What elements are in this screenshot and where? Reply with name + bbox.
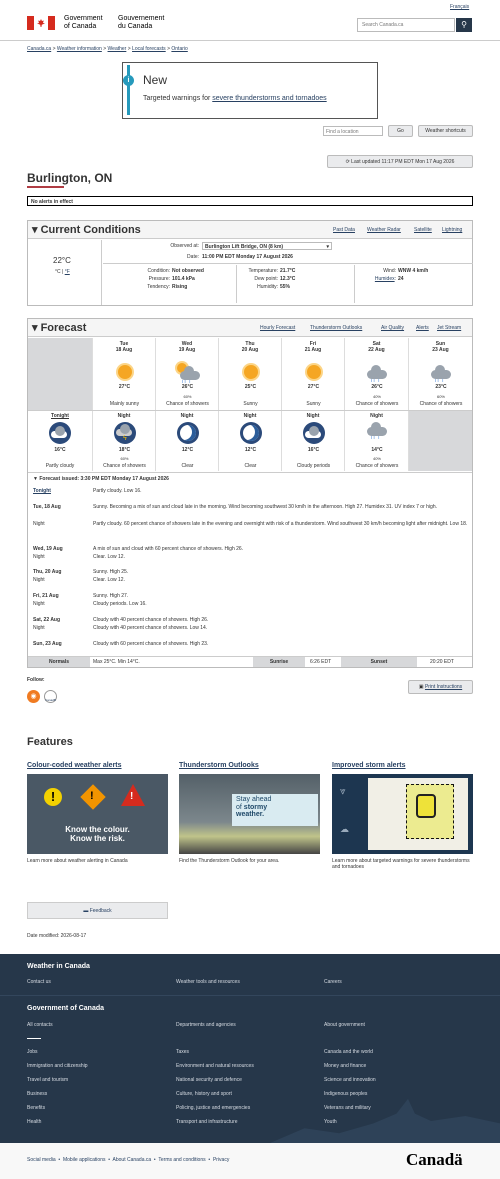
feature-link[interactable]: Thunderstorm Outlooks	[179, 762, 259, 769]
condition-values: Not observed 101.4 kPa Rising	[172, 268, 204, 290]
footer-link[interactable]: Environment and natural resources	[176, 1063, 254, 1069]
alerts-link[interactable]: Alerts	[416, 325, 429, 331]
info-icon: i	[123, 75, 134, 86]
notice-title: New	[143, 73, 168, 87]
forecast-day-card: Sun 23 Aug ıı ı 23°C 60% Chance of showers	[408, 338, 472, 410]
caneb-icon[interactable]: CanadB	[44, 690, 57, 703]
alerts-box: No alerts in effect	[27, 196, 473, 206]
past-data-link[interactable]: Past Data	[333, 227, 355, 233]
footer-link[interactable]: Culture, history and sport	[176, 1091, 232, 1097]
fahrenheit-link[interactable]: °F	[64, 269, 70, 275]
footer-link[interactable]: Health	[27, 1119, 42, 1125]
date-value: 11:00 PM EDT Monday 17 August 2026	[202, 254, 293, 260]
feature-link[interactable]: Colour-coded weather alerts	[27, 762, 122, 769]
features-heading: Features	[27, 736, 73, 748]
footer-link[interactable]: Contact us	[27, 979, 51, 985]
weather-shortcuts-button[interactable]: Weather shortcuts	[418, 125, 473, 137]
last-updated-button[interactable]: ⟳ Last updated 11:17 PM EDT Mon 17 Aug 2026	[327, 155, 473, 168]
forecast-day-card: Tue 18 Aug 27°C Mainly sunny	[92, 338, 155, 410]
footer-bottom-links: Social media • Mobile applications • About Canada.ca • Terms and conditions • Privacy	[27, 1157, 230, 1163]
page-title: Burlington, ON	[27, 171, 113, 185]
canada-wordmark: Canadä	[406, 1150, 463, 1169]
footer-bottom-link[interactable]: Terms and conditions	[158, 1157, 206, 1163]
footer-link[interactable]: All contacts	[27, 1022, 53, 1028]
feedback-button[interactable]: ▬ Feedback	[27, 902, 168, 919]
search-button[interactable]	[456, 18, 472, 32]
footer-link[interactable]: Immigration and citizenship	[27, 1063, 88, 1069]
footer-link[interactable]: Benefits	[27, 1105, 46, 1111]
current-conditions-heading[interactable]: ▾ Current Conditions	[32, 224, 141, 236]
print-instructions-button[interactable]: ▣ Print Instructions	[408, 680, 473, 694]
printer-icon: ▣	[418, 684, 425, 690]
sun-icon	[244, 365, 258, 379]
forecast-night-card: Tonight 16°C Partly cloudy	[45, 413, 75, 469]
forecast-day-card: Sat 22 Aug ıı ı 26°C 40% Chance of showers	[344, 338, 408, 410]
footer-bottom-link[interactable]: About Canada.ca	[112, 1157, 152, 1163]
site-search-input[interactable]: Search Canada.ca	[357, 18, 455, 32]
forecast-issued-toggle[interactable]: ▼ Forecast issued: 3:30 PM EDT Monday 17 August 2026	[33, 476, 169, 482]
breadcrumb-link[interactable]: Canada.ca	[27, 46, 52, 52]
feature-link[interactable]: Improved storm alerts	[332, 762, 406, 769]
forecast-night-card: Night ϟ 18°C 60% Chance of showers	[92, 411, 155, 471]
footer-weather-heading: Weather in Canada	[27, 963, 90, 970]
footer-gov-heading: Government of Canada	[27, 1005, 105, 1012]
night-cloud-icon	[303, 422, 325, 444]
forecast-day-card: Wed 19 Aug ıı ı 26°C 60% Chance of showers	[155, 338, 218, 410]
new-notice-box	[122, 62, 378, 119]
sun-icon	[118, 365, 132, 379]
search-icon: ⚲	[461, 20, 467, 29]
sun-icon	[307, 365, 321, 379]
footer-link[interactable]: Youth	[324, 1119, 337, 1125]
rain-icon: ıı ı	[371, 378, 381, 384]
observed-label: Observed at:	[170, 243, 199, 249]
notice-link[interactable]: severe thunderstorms and tornadoes	[212, 95, 327, 102]
moon-icon	[177, 422, 199, 444]
tornado-icon: ⩔	[340, 786, 346, 797]
thunderstorm-feature-image[interactable]: Stay ahead of stormy weather.	[179, 774, 320, 854]
thunderstorm-outlooks-link[interactable]: Thunderstorm Outlooks	[310, 325, 363, 331]
footer-link[interactable]: Taxes	[176, 1049, 190, 1055]
footer-link[interactable]: Departments and agencies	[176, 1022, 236, 1028]
celsius-label: °C	[55, 269, 61, 275]
satellite-link[interactable]: Satellite	[414, 227, 432, 233]
header-divider	[0, 40, 500, 41]
footer-link[interactable]: National security and defence	[176, 1077, 242, 1083]
footer-link[interactable]: Jobs	[27, 1049, 38, 1055]
forecast-night-card: Night 16°C Cloudy periods	[281, 411, 344, 471]
feature-description: Learn more about weather alerting in Canada	[27, 858, 128, 864]
collapse-icon: ▾	[32, 322, 41, 334]
hourly-forecast-link[interactable]: Hourly Forecast	[260, 325, 296, 331]
breadcrumb-link[interactable]: Weather	[107, 46, 127, 52]
title-underline	[27, 186, 64, 188]
date-modified: Date modified: 2026-08-17	[27, 933, 87, 939]
footer-link[interactable]: Careers	[324, 979, 342, 985]
language-toggle-link[interactable]: Français	[450, 4, 470, 10]
date-label: Date:	[187, 254, 199, 260]
breadcrumb-link[interactable]: Ontario	[171, 46, 188, 52]
air-quality-link[interactable]: Air Quality	[381, 325, 405, 331]
footer-link[interactable]: Veterans and military	[324, 1105, 371, 1111]
chevron-down-icon: ▾	[326, 244, 329, 250]
footer-bottom-link[interactable]: Social media	[27, 1157, 56, 1163]
notice-text: Targeted warnings for severe thunderstorms and tornadoes	[143, 95, 327, 102]
unit-toggle: °C | °F	[55, 269, 70, 275]
footer-link[interactable]: Indigenous peoples	[324, 1091, 368, 1097]
temperature-values: 21.7°C 12.3°C 55%	[280, 268, 296, 290]
wind-labels: Wind: Humidex:	[374, 268, 396, 282]
footer-bottom-link[interactable]: Privacy	[212, 1157, 230, 1163]
forecast-night-card: Night 12°C Clear	[218, 411, 281, 471]
humidex-link[interactable]: Humidex	[374, 276, 395, 282]
footer-link[interactable]: Science and innovation	[324, 1077, 376, 1083]
storm-cloud-icon: ☁	[340, 824, 349, 834]
forecast-heading[interactable]: ▾ Forecast	[32, 322, 87, 334]
feature-description: Learn more about targeted warnings for severe thunderstorms and tornadoes	[332, 858, 470, 871]
gov-en-signature: Government of Canada	[64, 15, 103, 30]
canada-flag-icon	[27, 16, 55, 30]
location-search-input[interactable]: Find a location	[323, 126, 383, 136]
refresh-icon: ⟳	[345, 159, 352, 165]
wind-values: WNW 4 km/h 24	[398, 268, 429, 282]
footer-link[interactable]: Canada and the world	[324, 1049, 373, 1055]
breadcrumb-link[interactable]: Local forecasts	[132, 46, 166, 52]
footer-link[interactable]: Business	[27, 1091, 48, 1097]
moon-icon	[240, 422, 262, 444]
station-select[interactable]: Burlington Lift Bridge, ON (8 km) ▾	[202, 242, 332, 250]
breadcrumb-link[interactable]: Weather information	[56, 46, 102, 52]
rain-icon: ıı ı	[371, 435, 381, 441]
footer-link[interactable]: About government	[324, 1022, 365, 1028]
condition-labels: Condition: Pressure: Tendency:	[147, 268, 170, 290]
alerts-feature-image[interactable]: ! ! ! Know the colour. Know the risk.	[27, 774, 168, 854]
comment-icon: ▬	[83, 908, 90, 914]
feature-description: Find the Thunderstorm Outlook for your area.	[179, 858, 280, 864]
footer-main	[0, 954, 500, 1143]
gov-fr-signature: Gouvernement du Canada	[118, 15, 165, 30]
footer-bottom	[0, 1143, 500, 1179]
night-cloud-icon	[49, 422, 71, 444]
forecast-day-card: Fri 21 Aug 27°C Sunny	[281, 338, 344, 410]
footer-link[interactable]: Transport and infrastructure	[176, 1119, 238, 1125]
footer-link[interactable]: Policing, justice and emergencies	[176, 1105, 251, 1111]
rss-icon[interactable]: ◉	[27, 690, 40, 703]
jet-stream-link[interactable]: Jet Stream	[437, 325, 462, 331]
follow-label: Follow:	[27, 677, 45, 683]
go-button[interactable]: Go	[388, 125, 413, 137]
footer-link[interactable]: Travel and tourism	[27, 1077, 69, 1083]
triangle-down-icon: ▼	[33, 476, 40, 482]
storm-alerts-feature-image[interactable]	[332, 774, 473, 854]
forecast-day-card: Thu 20 Aug 25°C Sunny	[218, 338, 281, 410]
parliament-silhouette	[270, 1094, 500, 1143]
collapse-icon: ▾	[32, 224, 41, 236]
normals-row: Normals Max 25°C. Min 14°C. Sunrise 6:26 EDT Sunset 20:20 EDT	[28, 656, 472, 667]
forecast-night-card: Night ıı ı 14°C 40% Chance of showers	[344, 411, 408, 471]
weather-radar-link[interactable]: Weather Radar	[367, 227, 401, 233]
temperature-labels: Temperature: Dew point: Humidity:	[248, 268, 278, 290]
lightning-link[interactable]: Lightning	[442, 227, 463, 233]
detail-label[interactable]: Tonight	[33, 488, 51, 494]
rain-icon: ıı ı	[182, 379, 192, 385]
footer-bottom-link[interactable]: Mobile applications	[62, 1157, 106, 1163]
breadcrumb: Canada.ca > Weather information > Weather > Local forecasts > Ontario	[27, 46, 188, 52]
yellow-alert-icon: !	[44, 788, 62, 806]
forecast-night-card: Night 12°C Clear	[155, 411, 218, 471]
footer-link[interactable]: Money and finance	[324, 1063, 367, 1069]
current-temperature: 22°C	[53, 256, 71, 265]
rain-icon: ıı ı	[435, 378, 445, 384]
night-storm-icon: ϟ	[114, 422, 136, 444]
current-conditions-panel	[27, 220, 473, 306]
footer-link[interactable]: Weather tools and resources	[176, 979, 240, 985]
